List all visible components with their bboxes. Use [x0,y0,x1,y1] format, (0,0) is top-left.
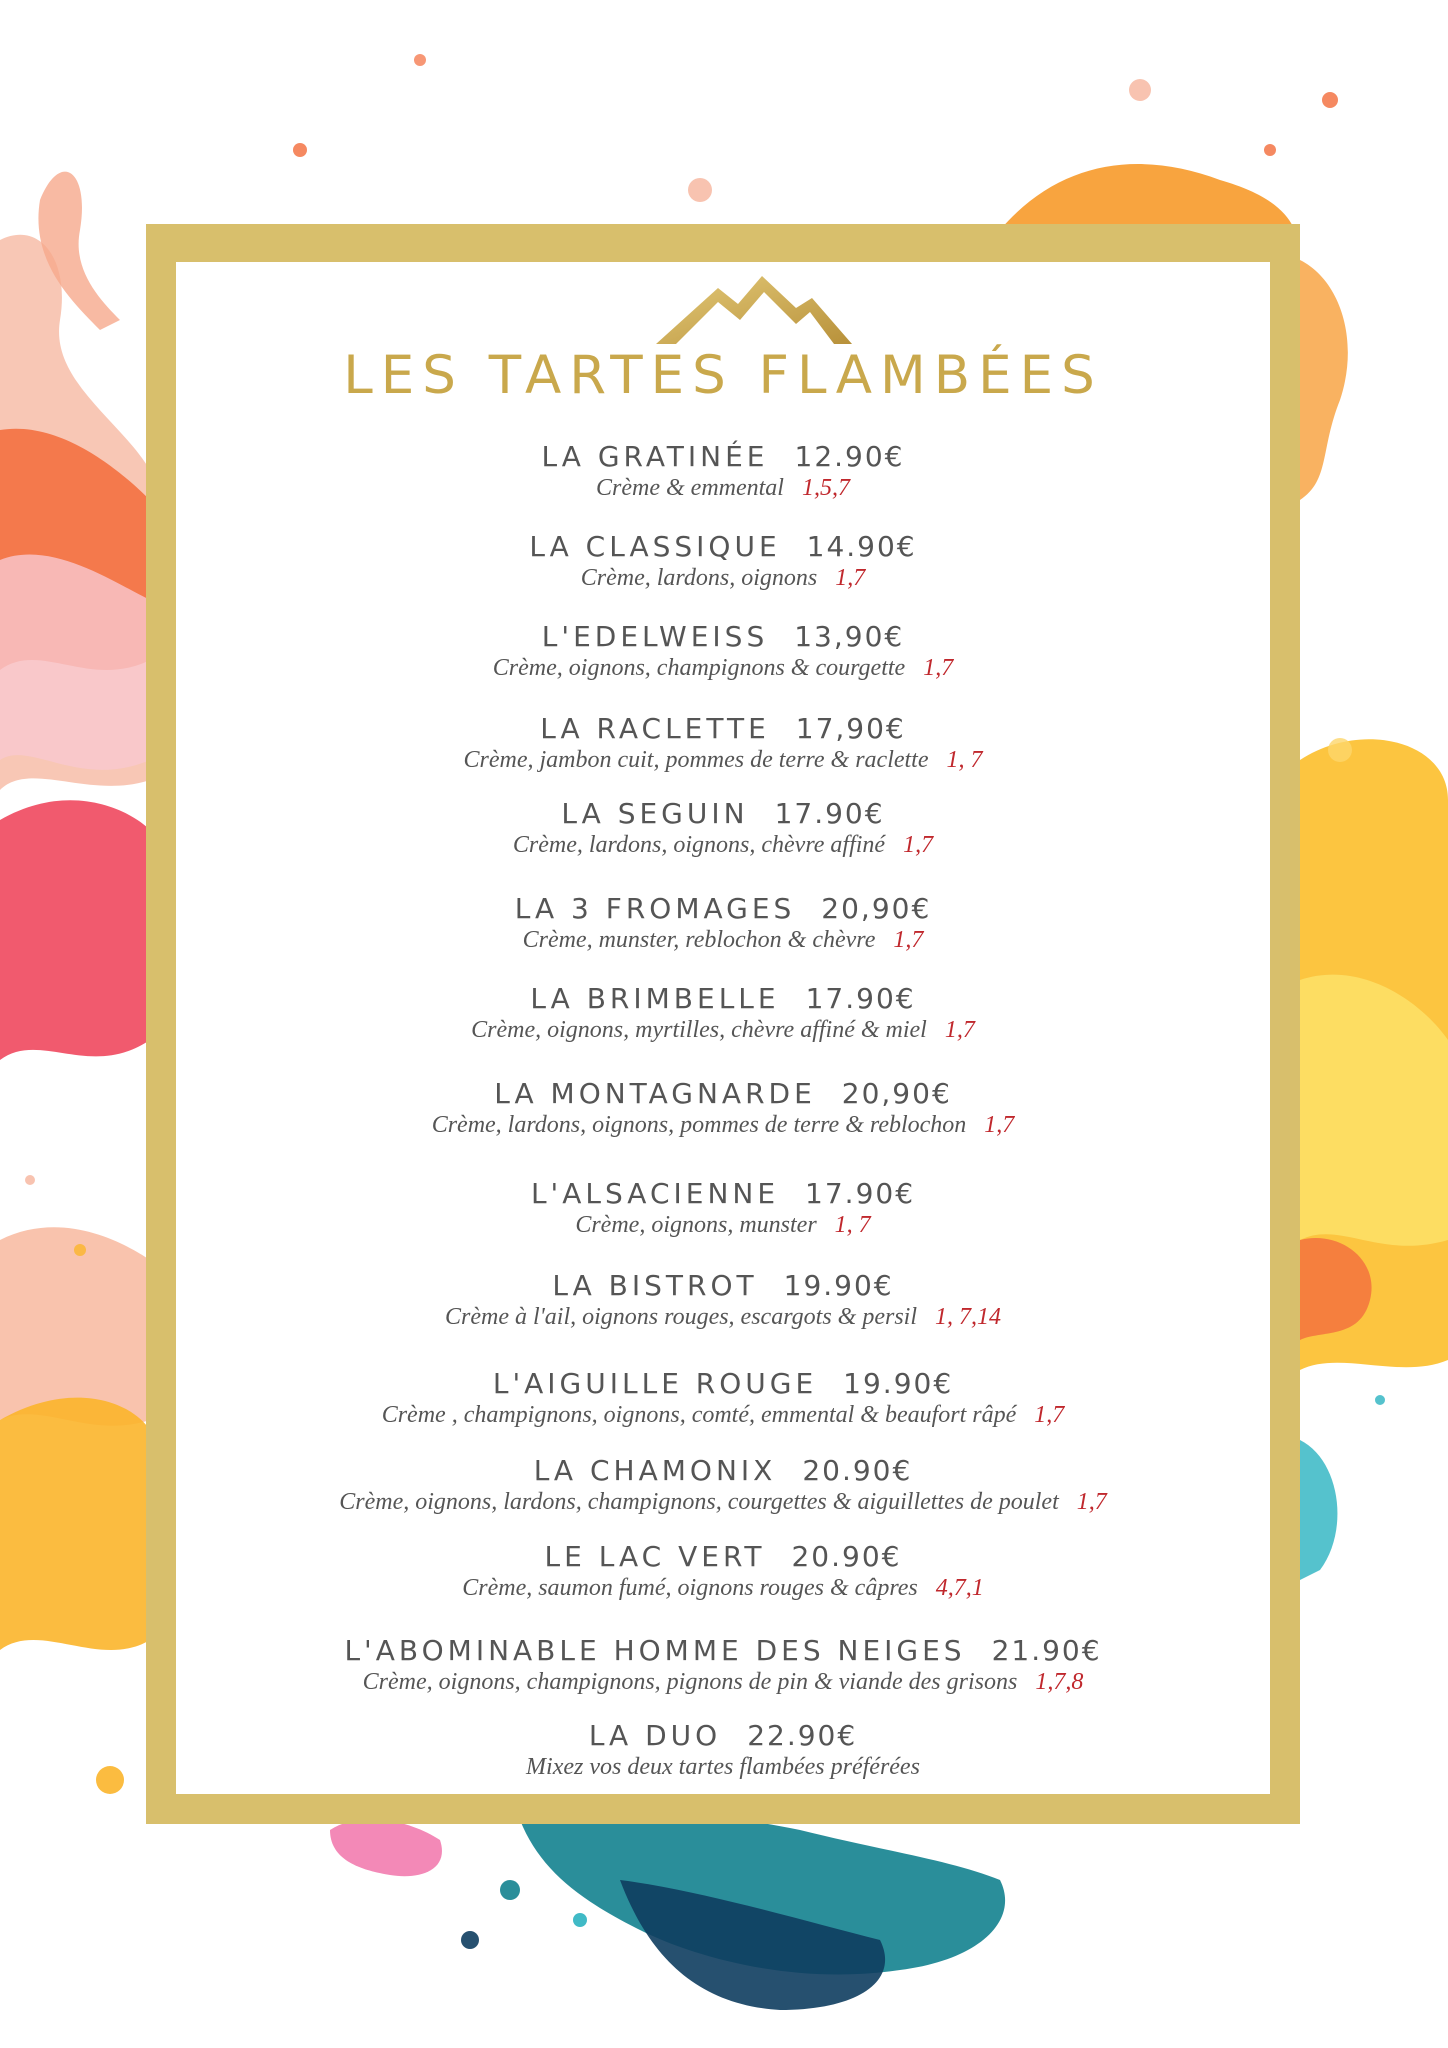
menu-item-allergens: 1,7 [944,1017,975,1043]
menu-item-heading [176,620,1270,654]
menu-item-price: 14.90€ [806,530,917,563]
menu-item [176,1077,1270,1139]
menu-item-allergens: 4,7,1 [935,1575,984,1601]
menu-item-description: Crème, jambon cuit, pommes de terre & raclette [463,747,929,773]
menu-item-name: LA MONTAGNARDE [494,1077,816,1110]
menu-item [176,1454,1270,1516]
menu-item-name: L'ALSACIENNE [530,1177,780,1210]
menu-item-price: 19.90€ [783,1269,894,1302]
menu-item [176,712,1270,774]
mountain-logo-icon [654,270,854,350]
menu-item [176,1177,1270,1239]
menu-item [176,797,1270,859]
menu-item-allergens: 1,7 [835,565,866,591]
menu-item-price: 20,90€ [841,1077,952,1110]
menu-item-description-line [176,474,1270,502]
menu-item-description-line [176,1574,1270,1602]
menu-item-description: Crème, oignons, lardons, champignons, courgettes & aiguillettes de poulet [339,1489,1059,1515]
menu-item-allergens: 1,7 [923,655,954,681]
menu-item-description: Crème à l'ail, oignons rouges, escargots & persil [444,1304,917,1330]
menu-item-heading [176,1177,1270,1211]
menu-item-name: L'AIGUILLE ROUGE [492,1367,818,1400]
menu-item-allergens: 1, 7 [946,747,983,773]
menu-item-description: Crème, munster, reblochon & chèvre [522,927,876,953]
menu-item-price: 17.90€ [805,982,916,1015]
menu-item-allergens: 1,7 [893,927,924,953]
menu-item-name: LA CLASSIQUE [529,530,781,563]
menu-item-heading [176,440,1270,474]
menu-item-heading [176,712,1270,746]
menu-item-price: 21.90€ [991,1634,1102,1667]
menu-item-description-line [176,1401,1270,1429]
menu-frame [146,224,1300,1824]
menu-item-description: Crème, lardons, oignons [580,565,818,591]
menu-item-description-line [176,564,1270,592]
menu-item-description: Crème, oignons, myrtilles, chèvre affiné & miel [471,1017,927,1043]
menu-item-price: 12.90€ [794,440,905,473]
menu-item-description-line [176,1303,1270,1331]
menu-item-name: LA RACLETTE [540,712,770,745]
menu-item-name: LA BRIMBELLE [530,982,780,1015]
menu-item-description: Crème, lardons, oignons, chèvre affiné [512,832,886,858]
menu-item-name: LA GRATINÉE [541,440,769,473]
menu-item-name: LA BISTROT [552,1269,758,1302]
menu-item-heading [176,1454,1270,1488]
menu-item-description-line [176,746,1270,774]
menu-item-heading [176,797,1270,831]
menu-item-name: L'EDELWEISS [541,620,769,653]
menu-item-description-line [176,654,1270,682]
menu-item-description-line [176,1211,1270,1239]
menu-card [176,262,1270,1794]
menu-item-description: Crème, oignons, champignons & courgette [492,655,906,681]
menu-item-name: LA SEGUIN [561,797,749,830]
page-title: LES TARTES FLAMBÉES [343,345,1103,406]
menu-item [176,892,1270,954]
menu-item-description: Crème , champignons, oignons, comté, emmental & beaufort râpé [381,1402,1017,1428]
menu-item-description-line [176,1488,1270,1516]
menu-item [176,1634,1270,1696]
menu-item-description-line [176,1016,1270,1044]
menu-item-heading [176,1719,1270,1753]
menu-item-allergens: 1,7 [903,832,934,858]
menu-item [176,1269,1270,1331]
menu-item-price: 17.90€ [805,1177,916,1210]
menu-item [176,530,1270,592]
menu-item-allergens: 1,5,7 [801,475,850,501]
menu-item-price: 20,90€ [821,892,932,925]
menu-item-heading [176,1077,1270,1111]
menu-item-description: Crème & emmental [596,475,784,501]
menu-item-price: 17.90€ [774,797,885,830]
menu-item-price: 17,90€ [795,712,906,745]
menu-item-heading [176,1634,1270,1668]
menu-item [176,620,1270,682]
menu-item-allergens: 1, 7,14 [935,1304,1001,1330]
menu-item-allergens: 1, 7 [834,1212,871,1238]
menu-item-description: Crème, oignons, munster [575,1212,817,1238]
menu-item-description: Crème, saumon fumé, oignons rouges & câpres [462,1575,918,1601]
menu-item [176,440,1270,502]
menu-item-description-line [176,1753,1270,1781]
menu-item-heading [176,982,1270,1016]
menu-item [176,1540,1270,1602]
menu-item-heading [176,1540,1270,1574]
menu-item-description: Crème, oignons, champignons, pignons de pin & viande des grisons [362,1669,1018,1695]
menu-item-description-line [176,831,1270,859]
menu-item-description-line [176,1111,1270,1139]
menu-item-name: LE LAC VERT [544,1540,766,1573]
menu-item-price: 19.90€ [843,1367,954,1400]
menu-item-description-line [176,926,1270,954]
menu-item-name: L'ABOMINABLE HOMME DES NEIGES [344,1634,966,1667]
menu-item-name: LA 3 FROMAGES [514,892,796,925]
menu-item-heading [176,892,1270,926]
menu-item-heading [176,1367,1270,1401]
menu-item [176,1367,1270,1429]
menu-item [176,982,1270,1044]
menu-item-price: 20.90€ [791,1540,902,1573]
menu-item-allergens: 1,7,8 [1035,1669,1084,1695]
menu-item-allergens: 1,7 [1034,1402,1065,1428]
menu-item-price: 13,90€ [794,620,905,653]
menu-item-description: Mixez vos deux tartes flambées préférées [526,1754,920,1780]
menu-item-name: LA DUO [588,1719,722,1752]
menu-item-allergens: 1,7 [1076,1489,1107,1515]
menu-item-description-line [176,1668,1270,1696]
menu-item-price: 22.90€ [747,1719,858,1752]
menu-item-price: 20.90€ [802,1454,913,1487]
menu-item-heading [176,1269,1270,1303]
menu-item-allergens: 1,7 [984,1112,1015,1138]
menu-item [176,1719,1270,1781]
menu-item-name: LA CHAMONIX [533,1454,777,1487]
menu-item-description: Crème, lardons, oignons, pommes de terre & reblochon [431,1112,967,1138]
menu-item-heading [176,530,1270,564]
